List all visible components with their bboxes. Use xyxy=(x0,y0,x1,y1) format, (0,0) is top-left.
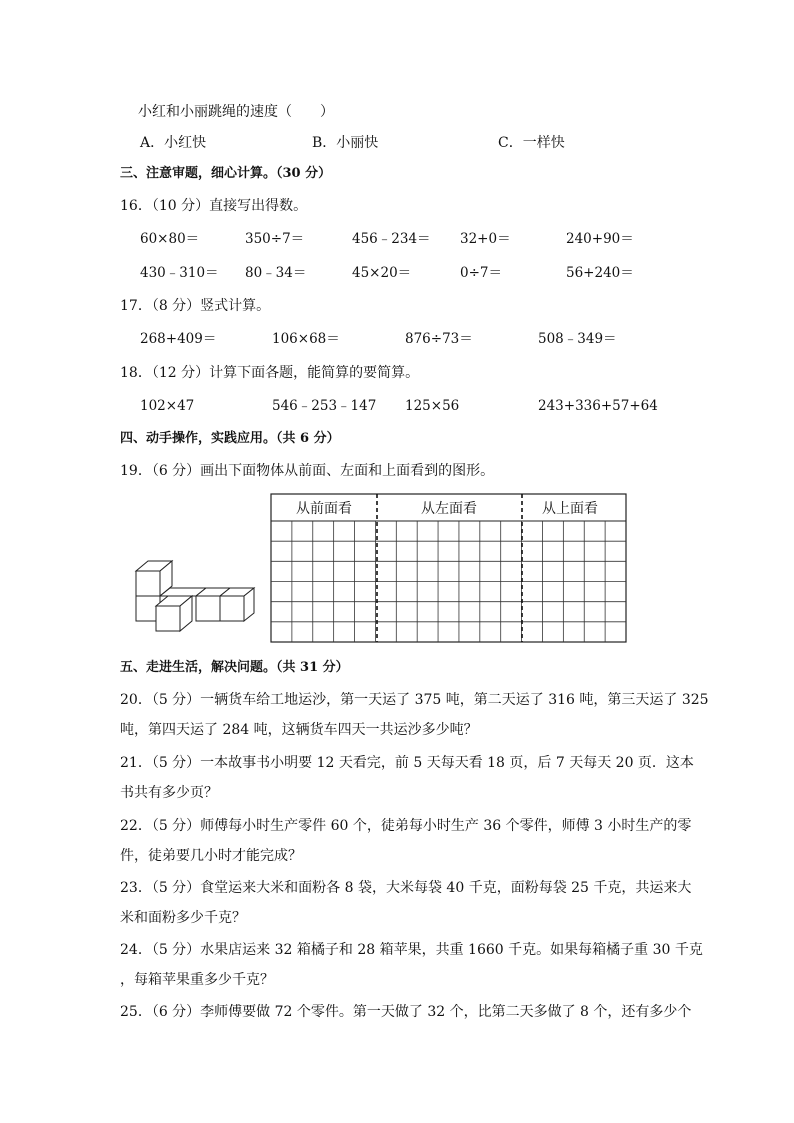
section4-heading: 四、动手操作，实践应用。（共 6 分） xyxy=(120,431,340,446)
q15-option-c: C．一样快 xyxy=(498,135,565,151)
label-top-view: 从上面看 xyxy=(542,501,598,517)
q16-heading: 16．（10 分）直接写出得数。 xyxy=(120,198,308,214)
q22-line-2: 件，徒弟要几小时才能完成？ xyxy=(120,848,302,864)
label-front-view: 从前面看 xyxy=(296,501,352,517)
q17-heading: 17．（8 分）竖式计算。 xyxy=(120,298,271,314)
q18-item-1: 102×47 xyxy=(140,398,195,414)
q20-line-1: 20．（5 分）一辆货车给工地运沙，第一天运了 375 吨，第二天运了 316 吨，第三天运了 325 xyxy=(120,692,709,708)
q24-line-1: 24．（5 分）水果店运来 32 箱橘子和 28 箱苹果，共重 1660 千克。如果每箱橘子重 30 千克 xyxy=(120,942,703,958)
q15-option-a: A．小红快 xyxy=(140,135,207,151)
q16-r1-c2: 350÷7＝ xyxy=(245,231,305,247)
q15-option-b: B．小丽快 xyxy=(312,135,379,151)
q18-item-3: 125×56 xyxy=(405,398,460,414)
q25-line-1: 25．（6 分）李师傅要做 72 个零件。第一天做了 32 个，比第二天多做了 8 个，还有多少个 xyxy=(120,1004,692,1020)
label-left-view: 从左面看 xyxy=(421,501,477,517)
section5-heading: 五、走进生活，解决问题。（共 31 分） xyxy=(120,660,349,675)
q16-r2-c2: 80﹣34＝ xyxy=(245,265,307,281)
q16-r1-c1: 60×80＝ xyxy=(140,231,200,247)
q22-line-1: 22．（5 分）师傅每小时生产零件 60 个，徒弟每小时生产 36 个零件，师傅 3 小时生产的零 xyxy=(120,818,692,834)
q18-item-2: 546﹣253﹣147 xyxy=(272,398,377,414)
cube-front-face xyxy=(156,606,180,631)
cube-front-face xyxy=(136,571,160,596)
q21-line-1: 21．（5 分）一本故事书小明要 12 天看完，前 5 天每天看 18 页，后 7 天每天 20 页．这本 xyxy=(120,755,694,771)
q16-r2-c5: 56+240＝ xyxy=(566,265,634,281)
q20-line-2: 吨，第四天运了 284 吨，这辆货车四天一共运沙多少吨？ xyxy=(120,722,478,738)
q23-line-2: 米和面粉多少千克？ xyxy=(120,910,246,926)
cube-front-face xyxy=(196,596,220,621)
q16-r2-c1: 430﹣310＝ xyxy=(140,265,219,281)
q17-item-2: 106×68＝ xyxy=(272,331,340,347)
cube-solid-drawing xyxy=(136,561,254,631)
q16-r1-c3: 456﹣234＝ xyxy=(352,231,431,247)
section3-heading: 三、注意审题，细心计算。（30 分） xyxy=(120,166,332,181)
q16-r2-c3: 45×20＝ xyxy=(352,265,412,281)
q23-line-1: 23．（5 分）食堂运来大米和面粉各 8 袋，大米每袋 40 千克，面粉每袋 25 千克，共运来大 xyxy=(120,880,692,896)
q17-item-1: 268+409＝ xyxy=(140,331,217,347)
cube-front-face xyxy=(220,596,244,621)
q18-item-4: 243+336+57+64 xyxy=(538,398,658,414)
q15-stem: 小红和小丽跳绳的速度（ ） xyxy=(138,104,334,120)
view-grid xyxy=(271,494,626,642)
q18-heading: 18．（12 分）计算下面各题，能简算的要简算。 xyxy=(120,365,420,381)
q19-heading: 19．（6 分）画出下面物体从前面、左面和上面看到的图形。 xyxy=(120,463,495,479)
q17-item-3: 876÷73＝ xyxy=(405,331,473,347)
q16-r1-c5: 240+90＝ xyxy=(566,231,634,247)
q21-line-2: 书共有多少页？ xyxy=(120,785,218,801)
q17-item-4: 508﹣349＝ xyxy=(538,331,617,347)
q16-r1-c4: 32+0＝ xyxy=(460,231,511,247)
q24-line-2: ，每箱苹果重多少千克？ xyxy=(120,972,274,988)
q16-r2-c4: 0÷7＝ xyxy=(460,265,502,281)
